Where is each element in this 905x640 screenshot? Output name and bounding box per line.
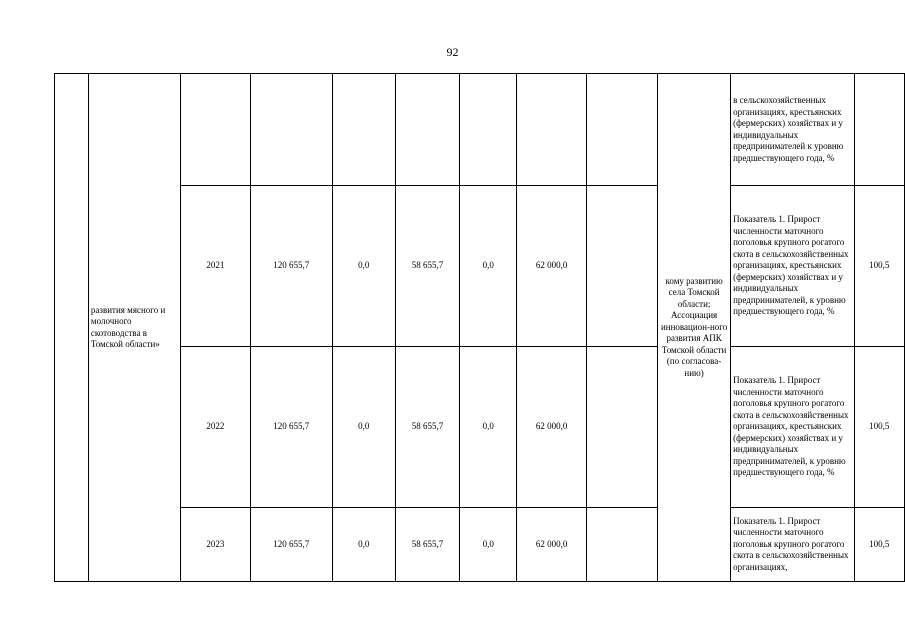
indicator-value-cell: 100,5 bbox=[854, 508, 904, 582]
extra-budget-cell: 62 000,0 bbox=[517, 186, 587, 347]
local-cell: 0,0 bbox=[460, 186, 517, 347]
federal-cell: 0,0 bbox=[332, 186, 395, 347]
total-cell: 120 655,7 bbox=[250, 347, 332, 508]
local-cell: 0,0 bbox=[460, 347, 517, 508]
spacer-cell bbox=[587, 74, 658, 186]
total-cell: 120 655,7 bbox=[250, 508, 332, 582]
extra-budget-cell bbox=[517, 74, 587, 186]
indicator-cell: Показатель 1. Прирост численности маточного поголовья крупного рогатого скота в сельскохозяйственных организациях, крестьянских (фермерских) хозяйствах и у индивидуальных предпринимателей, к уровню предшествующего года, % bbox=[731, 186, 855, 347]
program-table bbox=[54, 73, 905, 582]
spacer-cell bbox=[587, 508, 658, 582]
indicator-cell: в сельскохозяйственных организациях, крестьянских (фермерских) хозяйствах и у индивидуальных предпринимателей к уровню предшествующего года, % bbox=[731, 74, 855, 186]
extra-budget-cell: 62 000,0 bbox=[517, 347, 587, 508]
year-cell bbox=[180, 74, 250, 186]
federal-cell bbox=[332, 74, 395, 186]
table-row bbox=[55, 347, 905, 508]
regional-cell: 58 655,7 bbox=[395, 347, 460, 508]
federal-cell: 0,0 bbox=[332, 347, 395, 508]
event-name-cell: развития мясного и молочного скотоводства в Томской области» bbox=[88, 74, 180, 582]
index-cell bbox=[55, 74, 89, 582]
federal-cell: 0,0 bbox=[332, 508, 395, 582]
page-number: 92 bbox=[446, 45, 459, 59]
indicator-cell: Показатель 1. Прирост численности маточного поголовья крупного рогатого скота в сельскохозяйственных организациях, bbox=[731, 508, 855, 582]
indicator-value-cell: 100,5 bbox=[854, 347, 904, 508]
table-row bbox=[55, 508, 905, 582]
indicator-value-cell: 100,5 bbox=[854, 186, 904, 347]
local-cell bbox=[460, 74, 517, 186]
year-cell: 2021 bbox=[180, 186, 250, 347]
total-cell: 120 655,7 bbox=[250, 186, 332, 347]
spacer-cell bbox=[587, 347, 658, 508]
total-cell bbox=[250, 74, 332, 186]
indicator-value-cell bbox=[854, 74, 904, 186]
table-row bbox=[55, 74, 905, 186]
regional-cell: 58 655,7 bbox=[395, 186, 460, 347]
year-cell: 2023 bbox=[180, 508, 250, 582]
regional-cell bbox=[395, 74, 460, 186]
table-row bbox=[55, 186, 905, 347]
extra-budget-cell: 62 000,0 bbox=[517, 508, 587, 582]
year-cell: 2022 bbox=[180, 347, 250, 508]
regional-cell: 58 655,7 bbox=[395, 508, 460, 582]
local-cell: 0,0 bbox=[460, 508, 517, 582]
indicator-cell: Показатель 1. Прирост численности маточного поголовья крупного рогатого скота в сельскохозяйственных организациях, крестьянских (фермерских) хозяйствах и у индивидуальных предпринимателей, к уровню предшествующего года, % bbox=[731, 347, 855, 508]
responsible-cell: кому развитию села Томской области; Ассоциация инновацион-ного развития АПК Томской области (по согласова-нию) bbox=[658, 74, 731, 582]
spacer-cell bbox=[587, 186, 658, 347]
